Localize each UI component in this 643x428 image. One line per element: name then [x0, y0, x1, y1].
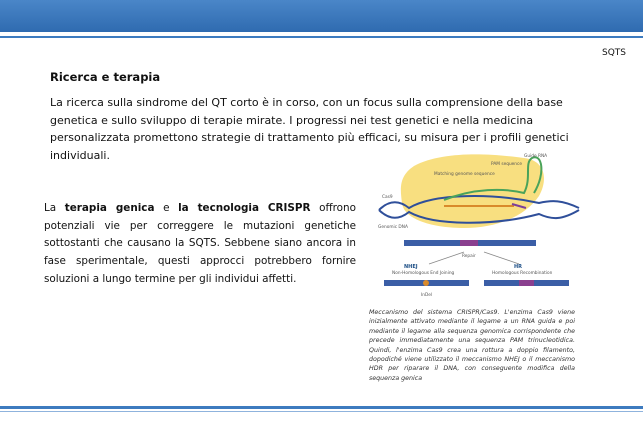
header-rule [0, 36, 643, 38]
section-title: Ricerca e terapia [50, 70, 161, 84]
indel-mark [423, 280, 429, 286]
repair-arrow-right [484, 252, 519, 264]
label-indel: InDel [421, 293, 433, 298]
label-pam: PAM sequence [491, 162, 523, 167]
intro-paragraph: La ricerca sulla sindrome del QT corto è in corso, con un focus sulla comprensione della base genetica e sullo sviluppo di terapie mirate. I progressi nei test genetici e nella medicina personalizzata promettono strategie di trattamento più efficaci, su misura per i profili genetici individuali. [50, 96, 569, 162]
label-guide: Guide RNA [524, 154, 548, 159]
footer-rule [0, 406, 643, 409]
cut-dna-mid [460, 240, 478, 246]
bold-crispr: la tecnologia CRISPR [178, 202, 311, 214]
label-hr-full: Homologous Recombination [492, 271, 553, 276]
label-genomic: Genomic DNA [378, 225, 408, 230]
label-matching: Matching genome sequence [434, 172, 495, 177]
crispr-paragraph [44, 200, 356, 289]
footer-rule-thin [0, 411, 643, 412]
bold-gene-therapy: terapia genica [64, 202, 155, 214]
label-hr: HR [514, 264, 523, 270]
crispr-diagram [374, 148, 584, 303]
cut-dna-left [404, 240, 466, 246]
paragraph-start: La [44, 202, 65, 214]
header-band [0, 0, 643, 32]
hr-insert [519, 280, 534, 286]
label-nhej-full: Non-Homologous End Joining [392, 271, 455, 276]
label-repair: Repair [462, 254, 476, 259]
document-tag: SQTS [601, 48, 626, 58]
paragraph-rest: offrono potenziali vie per correggere le mutazioni genetiche sottostanti che causano la SQTS. Sebbene siano ancora in fase sperimentale, questi approcci potrebbero fornire soluzioni a lungo termine per gli individui affetti. [44, 202, 356, 285]
label-nhej: NHEJ [404, 264, 418, 270]
figure-caption: Meccanismo del sistema CRISPR/Cas9. L'enzima Cas9 viene inizialmente attivato mediante il legame a un RNA guida e poi mediante il legame alla sequenza genomica corrispondente che precede immediatamente una sequenza PAM trinucleotidica. Quindi, l'enzima Cas9 crea una rottura a doppio filamento, dopodiché viene utilizzato il meccanismo NHEJ o il meccanismo HDR per riparare il DNA, con conseguente modifica della sequenza genica [369, 309, 575, 382]
paragraph-conj: e [154, 202, 179, 214]
repair-arrow-left [429, 252, 464, 264]
cut-dna-right [474, 240, 536, 246]
label-cas9: Cas9 [382, 195, 393, 200]
